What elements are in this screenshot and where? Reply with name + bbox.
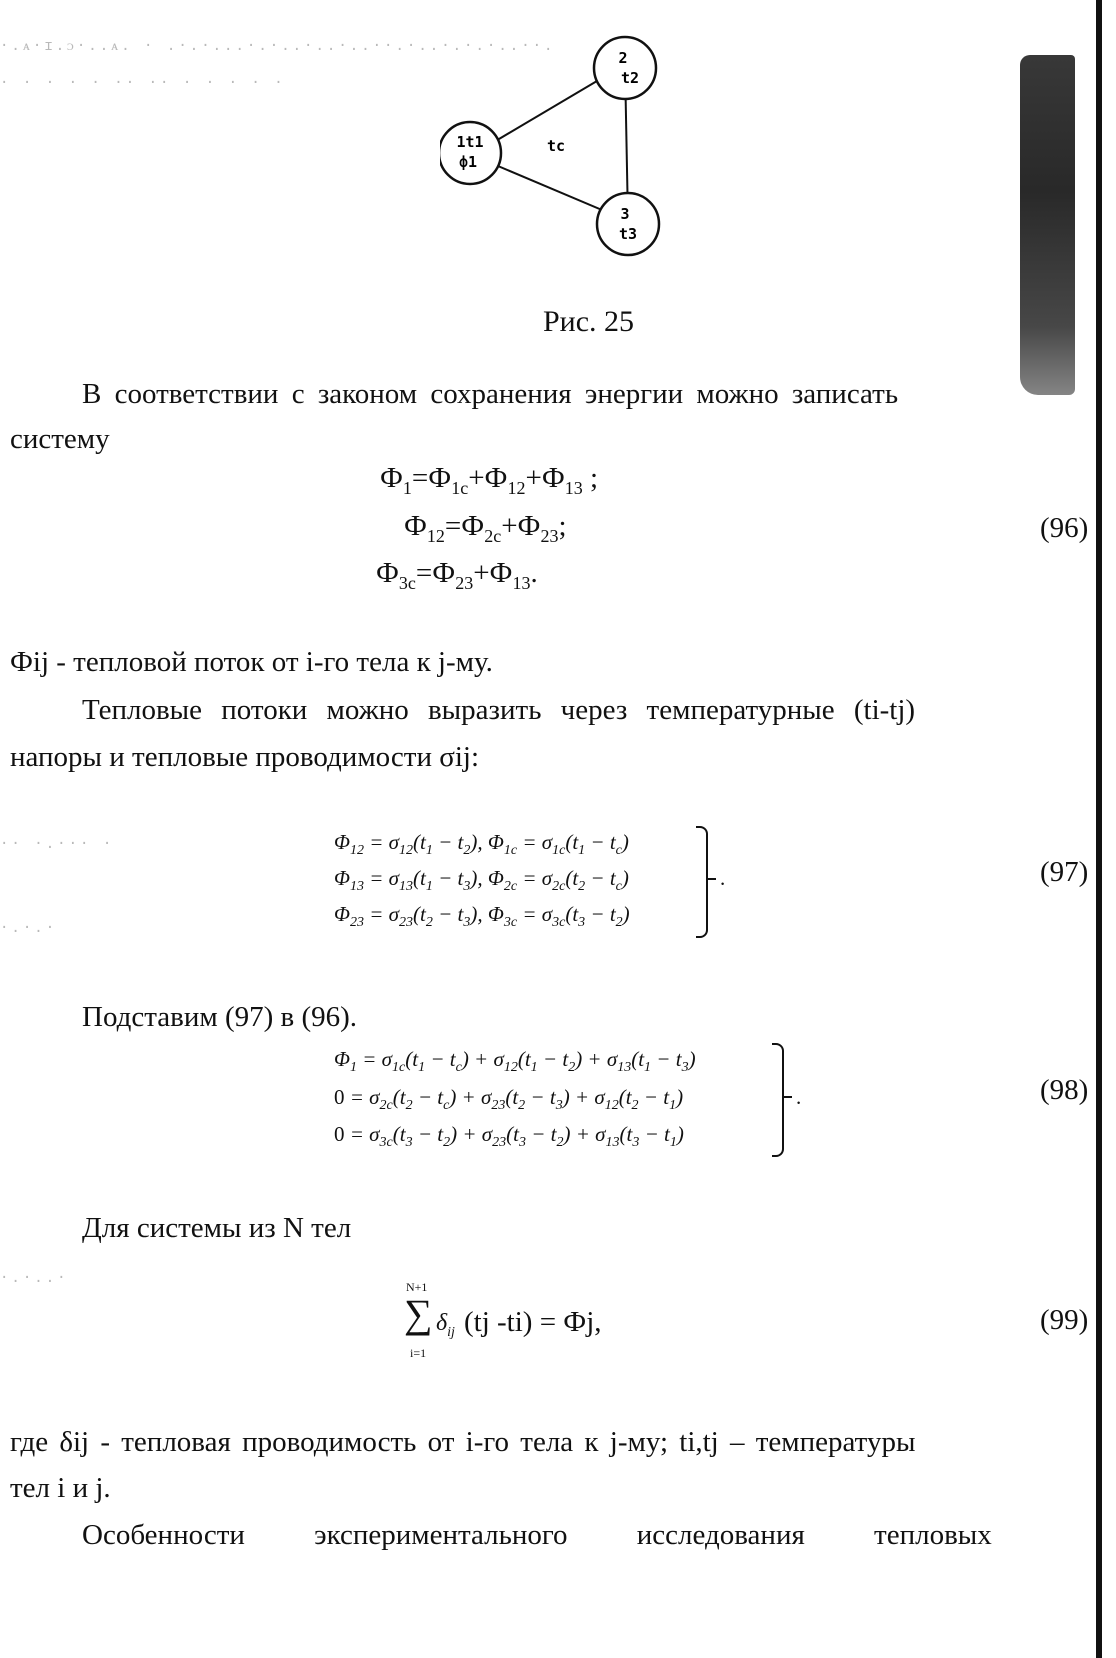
paragraph-1-line-1: В соответствии с законом сохранения энергии можно записать	[82, 378, 899, 410]
equation-97-period: .	[720, 866, 726, 890]
node-3-sublabel: t3	[618, 225, 638, 243]
node-1-sublabel: ф1	[458, 153, 478, 171]
figure-caption: Рис. 25	[543, 305, 635, 338]
equation-96-number: (96)	[1040, 512, 1089, 544]
equation-99-sum-upper: N+1	[406, 1280, 428, 1294]
equation-98-brace-tip	[782, 1096, 792, 1098]
node-2-label: 2	[618, 49, 628, 67]
equation-97-line-1: $\Phi_{12} = \sigma_{12}(t_1 - t_2)$, $\Phi_{1c} = \sigma_{1c}(t_1 - t_c)$	[334, 830, 629, 859]
paragraph-1-line-2: систему	[10, 423, 110, 455]
equation-97-number: (97)	[1040, 856, 1089, 888]
equation-99-sum-sign: ∑	[404, 1291, 433, 1336]
equation-97-brace-tip	[706, 878, 716, 880]
flux-definition: Фij - тепловой поток от i-го тела к j-му.	[10, 646, 493, 678]
paragraph-2-line-2: напоры и тепловые проводимости σij:	[10, 741, 480, 773]
paragraph-4: Для системы из N тел	[82, 1212, 352, 1244]
equation-98-line-2: $0 = \sigma_{2c}(t_2 - t_c) + \sigma_{23}(t_2 - t_3) + \sigma_{12}(t_2 - t_1)$	[334, 1085, 684, 1114]
equation-97-line-2: $\Phi_{13} = \sigma_{13}(t_1 - t_3)$, $\Phi_{2c} = \sigma_{2c}(t_2 - t_c)$	[334, 866, 629, 895]
paragraph-6: Особенности экспериментального исследования тепловых	[82, 1519, 992, 1551]
node-2-sublabel: t2	[620, 69, 640, 87]
equation-97-line-3: $\Phi_{23} = \sigma_{23}(t_2 - t_3)$, $\Phi_{3c} = \sigma_{3c}(t_3 - t_2)$	[334, 902, 630, 931]
equation-99-body: (tj -ti) = Фj,	[464, 1306, 602, 1338]
equation-98-number: (98)	[1040, 1074, 1089, 1106]
paragraph-5-line-1: где δij - тепловая проводимость от i-го тела к j-му; ti,tj – температуры	[10, 1426, 916, 1458]
paragraph-5-line-2: тел i и j.	[10, 1472, 111, 1504]
equation-98-brace	[772, 1043, 784, 1157]
figure-25-diagram	[440, 25, 720, 265]
equation-96-line-3: $Ф_{3c}=Ф_{23}+Ф_{13}$.	[376, 557, 538, 593]
scan-noise: · · · · · ·· ·· · · · · ·	[0, 75, 286, 91]
equation-98-period: .	[796, 1085, 802, 1109]
equation-96-line-2: $Ф_{12}=Ф_{2c}+Ф_{23}$;	[404, 510, 567, 546]
scan-noise: ·.·.·	[0, 920, 58, 936]
equation-97-brace	[696, 826, 708, 938]
equation-99-delta: $\delta_{ij}$	[436, 1310, 455, 1340]
equation-98-line-3: $0 = \sigma_{3c}(t_3 - t_2) + \sigma_{23}(t_3 - t_2) + \sigma_{13}(t_3 - t_1)$	[334, 1122, 684, 1151]
equation-98-line-1: $\Phi_1 = \sigma_{1c}(t_1 - t_c) + \sigma_{12}(t_1 - t_2) + \sigma_{13}(t_1 - t_3)$	[334, 1047, 696, 1076]
scan-noise: ·.·..·	[0, 1270, 69, 1286]
node-3-label: 3	[620, 205, 630, 223]
paragraph-3: Подставим (97) в (96).	[82, 1001, 358, 1033]
equation-99-number: (99)	[1040, 1304, 1089, 1336]
center-temperature-label: tc	[546, 137, 566, 155]
equation-96-line-1: $Ф_1=Ф_{1c}+Ф_{12}+Ф_{13}$ ;	[380, 462, 599, 498]
node-1-label: 1t1	[456, 133, 484, 151]
equation-99-sum-lower: i=1	[410, 1346, 427, 1360]
scan-noise: ·.ᴀ·ɪ.ᴐ·..ᴀ. · .·.·...·.·..·..·..··.·..·.·.·..··.	[0, 38, 556, 54]
scan-artifact	[1020, 55, 1075, 395]
paragraph-2-line-1: Тепловые потоки можно выразить через температурные (ti-tj)	[82, 694, 916, 726]
scan-edge-bar	[1096, 0, 1102, 1658]
scan-noise: ·· ·.··· ·	[0, 836, 115, 852]
